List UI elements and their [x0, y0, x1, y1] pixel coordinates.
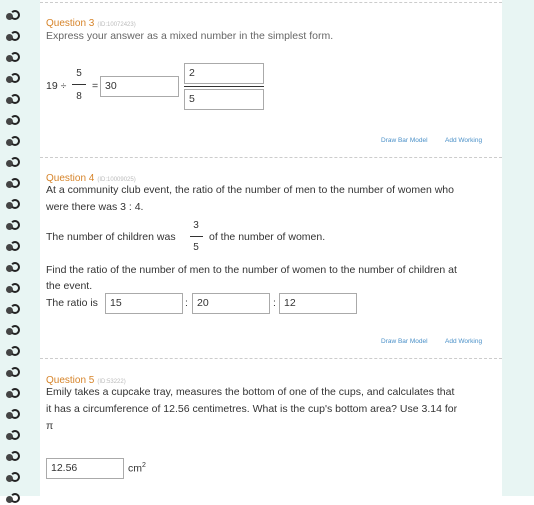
q4-fraction-bar — [190, 236, 203, 237]
spiral-wire — [10, 241, 20, 251]
q4-ratio-men-input[interactable]: 15 — [105, 293, 183, 314]
q4-draw-bar-model-link[interactable]: Draw Bar Model — [381, 338, 428, 345]
spiral-ring — [6, 325, 22, 337]
spiral-wire — [10, 73, 20, 83]
spiral-ring — [6, 241, 22, 253]
top-divider — [40, 2, 502, 3]
q5-unit-superscript: 2 — [142, 462, 146, 469]
spiral-ring — [6, 472, 22, 484]
spiral-ring — [6, 430, 22, 442]
question-3-instruction: Express your answer as a mixed number in the simplest form. — [46, 30, 334, 42]
q3-fraction-numerator: 5 — [76, 68, 82, 79]
q4-ratio-label: The ratio is — [46, 297, 98, 309]
spiral-wire — [10, 10, 20, 20]
spiral-wire — [10, 493, 20, 503]
spiral-wire — [10, 325, 20, 335]
spiral-wire — [10, 94, 20, 104]
q3-fraction-denominator: 8 — [76, 91, 82, 102]
question-5-id: (ID:53222) — [97, 379, 126, 385]
spiral-ring — [6, 94, 22, 106]
spiral-ring — [6, 262, 22, 274]
spiral-wire — [10, 220, 20, 230]
spiral-wire — [10, 115, 20, 125]
spiral-ring — [6, 388, 22, 400]
spiral-ring — [6, 346, 22, 358]
q5-text-line-3: π — [46, 420, 54, 432]
spiral-ring — [6, 451, 22, 463]
question-5-title: Question 5 — [46, 375, 95, 386]
spiral-ring — [6, 115, 22, 127]
question-3-id: (ID:10072423) — [97, 22, 136, 28]
worksheet-paper — [40, 0, 502, 496]
q4-add-working-link[interactable]: Add Working — [445, 338, 483, 345]
q5-unit-text: cm — [128, 462, 142, 475]
spiral-ring — [6, 10, 22, 22]
spiral-ring — [6, 493, 22, 505]
spiral-ring — [6, 157, 22, 169]
q3-answer-fraction-bar — [184, 86, 264, 87]
spiral-ring — [6, 178, 22, 190]
q4-ratio-children-input[interactable]: 12 — [279, 293, 357, 314]
q5-text-line-1: Emily takes a cupcake tray, measures the bottom of one of the cups, and calculates that — [46, 386, 455, 398]
q4-find-line-2: the event. — [46, 280, 93, 292]
q4-fraction-numerator: 3 — [193, 220, 199, 231]
spiral-wire — [10, 304, 20, 314]
spiral-wire — [10, 409, 20, 419]
spiral-wire — [10, 388, 20, 398]
q3-equals: = — [92, 80, 99, 92]
spiral-wire — [10, 430, 20, 440]
spiral-ring — [6, 283, 22, 295]
q4-children-text-after: of the number of women. — [209, 231, 326, 243]
q4-text-line-2: were there was 3 : 4. — [46, 201, 144, 213]
divider-q4-q5 — [40, 358, 502, 359]
q3-dividend: 19 ÷ — [46, 80, 67, 92]
spiral-ring — [6, 136, 22, 148]
spiral-wire — [10, 136, 20, 146]
spiral-ring — [6, 31, 22, 43]
q3-draw-bar-model-link[interactable]: Draw Bar Model — [381, 137, 428, 144]
q3-fraction-bar — [72, 84, 86, 85]
spiral-wire — [10, 199, 20, 209]
spiral-wire — [10, 367, 20, 377]
q4-ratio-colon-2: : — [273, 297, 276, 309]
spiral-wire — [10, 472, 20, 482]
spiral-ring — [6, 199, 22, 211]
q4-ratio-colon-1: : — [185, 297, 188, 309]
q3-add-working-link[interactable]: Add Working — [445, 137, 483, 144]
spiral-wire — [10, 157, 20, 167]
q4-ratio-women-input[interactable]: 20 — [192, 293, 270, 314]
q5-text-line-2: it has a circumference of 12.56 centimetres. What is the cup's bottom area? Use 3.14 for — [46, 403, 458, 415]
q5-unit — [128, 462, 146, 475]
divider-q3-q4 — [40, 157, 502, 158]
spiral-wire — [10, 52, 20, 62]
spiral-wire — [10, 178, 20, 188]
spiral-ring — [6, 220, 22, 232]
spiral-wire — [10, 346, 20, 356]
q3-denominator-input[interactable]: 5 — [184, 89, 264, 110]
spiral-ring — [6, 409, 22, 421]
question-3-header — [46, 13, 136, 31]
spiral-wire — [10, 262, 20, 272]
spiral-wire — [10, 283, 20, 293]
spiral-wire — [10, 451, 20, 461]
spiral-ring — [6, 52, 22, 64]
question-4-id: (ID:10009025) — [97, 177, 136, 183]
q4-children-text-before: The number of children was — [46, 231, 176, 243]
q4-find-line-1: Find the ratio of the number of men to the number of women to the number of children at — [46, 264, 457, 276]
spiral-ring — [6, 73, 22, 85]
spiral-ring — [6, 304, 22, 316]
question-4-title: Question 4 — [46, 173, 95, 184]
question-3-title: Question 3 — [46, 18, 95, 29]
q5-answer-input[interactable]: 12.56 — [46, 458, 124, 479]
notebook-right-margin — [502, 0, 534, 496]
q3-numerator-input[interactable]: 2 — [184, 63, 264, 84]
q4-text-line-1: At a community club event, the ratio of the number of men to the number of women who — [46, 184, 454, 196]
q4-fraction-denominator: 5 — [193, 242, 199, 253]
q3-whole-number-input[interactable]: 30 — [100, 76, 179, 97]
spiral-ring — [6, 367, 22, 379]
spiral-wire — [10, 31, 20, 41]
